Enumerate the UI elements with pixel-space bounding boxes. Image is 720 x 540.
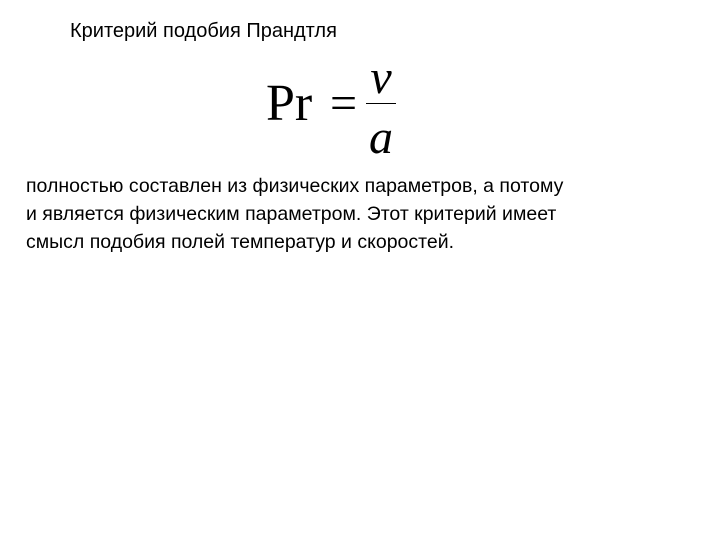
body-line-1: полностью составлен из физических параметров, а потому	[26, 175, 564, 197]
body-line-2: и является физическим параметром. Этот критерий имеет	[26, 203, 557, 225]
body-line-3: смысл подобия полей температур и скоростей.	[26, 231, 455, 253]
slide-title: Критерий подобия Прандтля	[70, 20, 337, 42]
formula-denominator: a	[369, 111, 393, 164]
formula-equals: =	[330, 77, 358, 130]
formula-numerator: ν	[370, 51, 392, 104]
body-paragraph	[26, 172, 706, 256]
prandtl-formula	[266, 51, 406, 166]
fraction-bar	[366, 103, 396, 104]
formula-lhs: Pr	[266, 75, 313, 132]
